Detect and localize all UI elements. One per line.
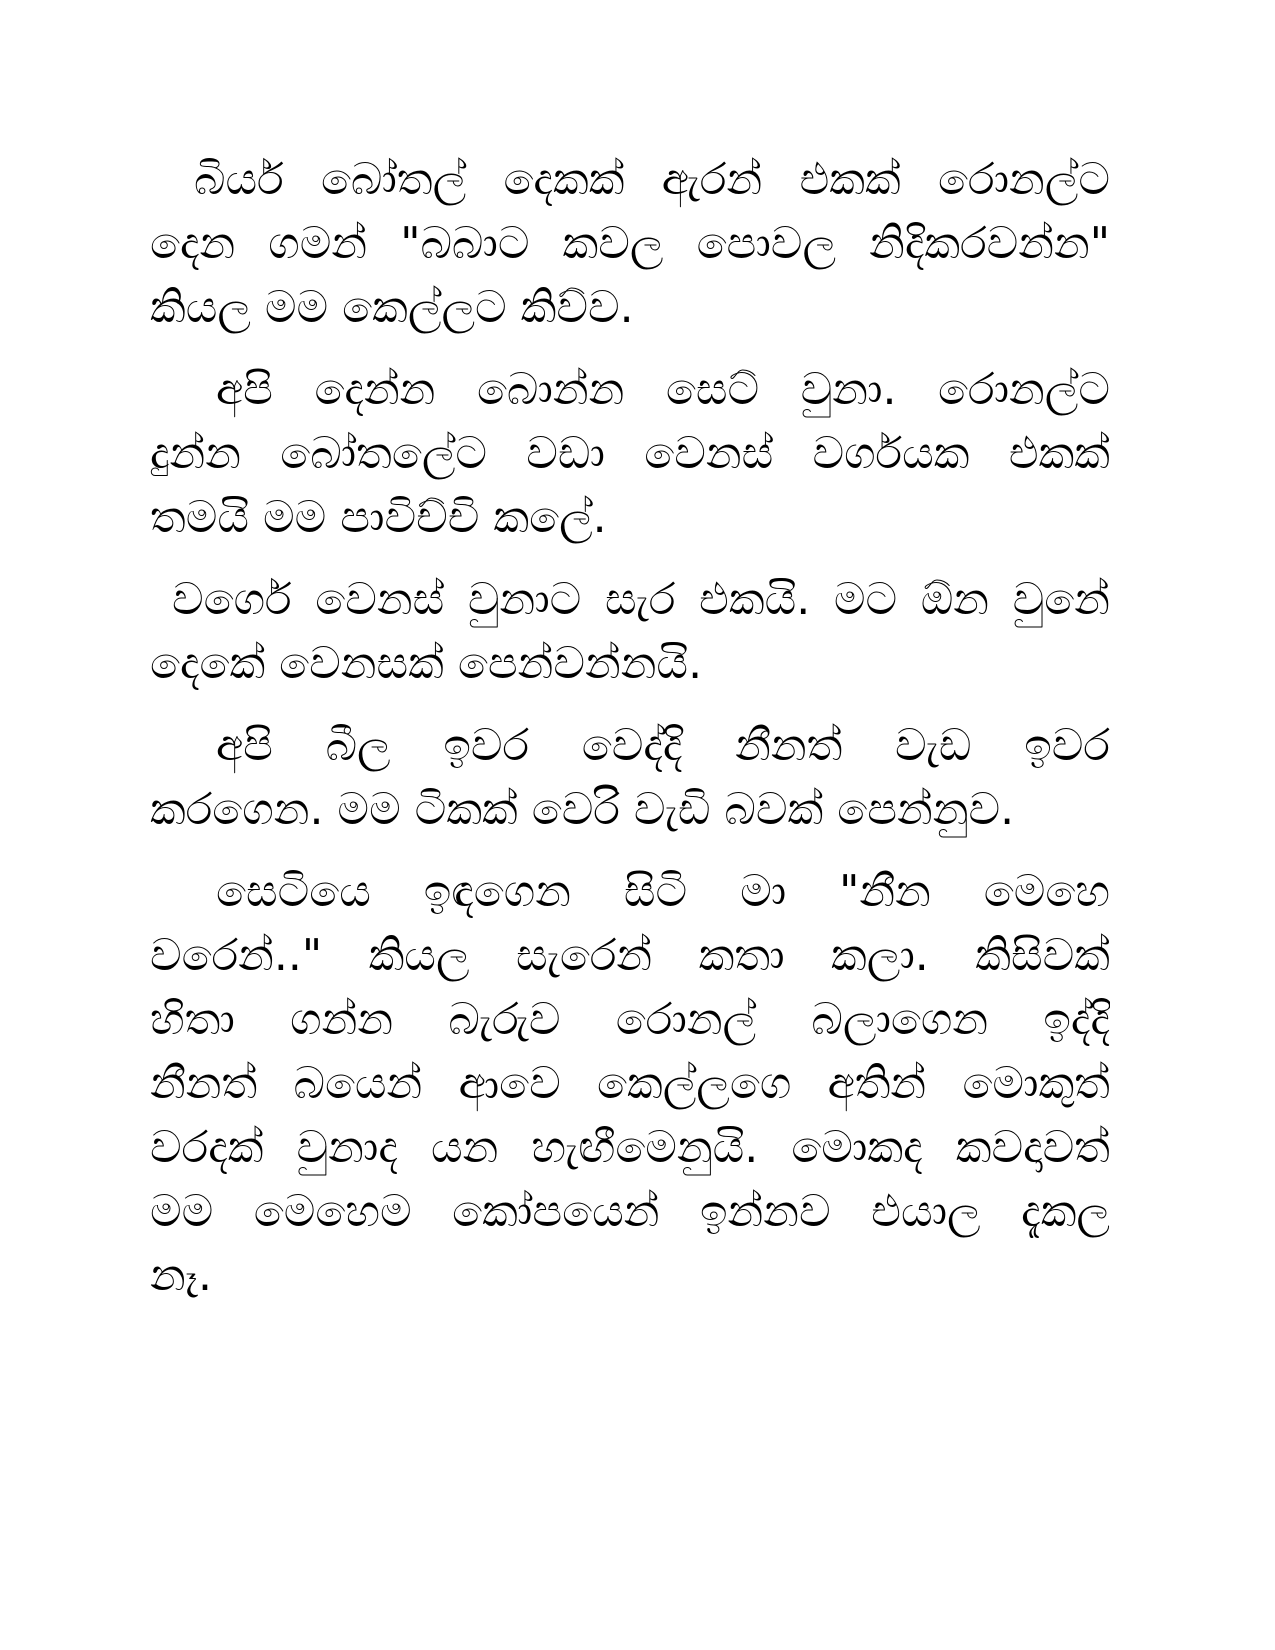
text-line: දෙන ගමන් "බබාට කවල පොවල නිදිකරවන්න" — [150, 218, 1110, 269]
text-line: වර්ගෙ වෙනස් වුනාට සැර එකයි. මට ඕන වුනේ — [172, 574, 1110, 625]
text-line: සෙටියෙ ඉඳගෙන සිටි මා "නීන මෙහෙ — [216, 866, 1110, 917]
paragraph-1 — [150, 148, 1110, 340]
text-line: කියල මම කෙල්ලට කිව්ව. — [150, 282, 634, 333]
text-line: මම මෙහෙම කෝපයෙන් ඉන්නව එයාල දැකල — [150, 1186, 1110, 1237]
body-text — [150, 148, 1110, 1326]
text-line: හිතා ගන්න බැරුව රොනල් බලාගෙන ඉද්දි — [150, 994, 1110, 1045]
text-line: වරදක් වුනාද යන හැඟීමෙනුයි. මොකද කවදාවත් — [150, 1122, 1110, 1173]
paragraph-3 — [150, 568, 1110, 696]
text-line: නීනත් බයෙන් ආවෙ කෙල්ලගෙ අතින් මොකුත් — [150, 1058, 1110, 1109]
text-line: දෙකේ වෙනසක් පෙන්වන්නයි. — [150, 638, 703, 689]
text-line: තමයි මම පාවිච්චි කලේ. — [150, 492, 607, 543]
text-line: බියර් බෝතල් දෙකක් ඇරන් එකක් රොනල්ට — [194, 154, 1110, 205]
paragraph-2 — [150, 358, 1110, 550]
text-line: අපි බීල ඉවර වෙද්දි නීනත් වැඩ ඉවර — [216, 720, 1110, 771]
text-line: අපි දෙන්න බොන්න සෙට් වුනා. රොනල්ට — [216, 364, 1110, 415]
paragraph-4 — [150, 714, 1110, 842]
text-line: කරගෙන. මම ටිකක් වෙරි වැඩි බවක් පෙන්නුව. — [150, 784, 1015, 835]
text-line: වරෙන්.." කියල සැරෙන් කතා කලා. කිසිවක් — [150, 930, 1110, 981]
text-line: දුන්න බෝතලේට වඩා වෙනස් වර්ගයක එකක් — [150, 428, 1110, 479]
text-line: නෑ. — [150, 1250, 212, 1301]
paragraph-5 — [150, 860, 1110, 1308]
